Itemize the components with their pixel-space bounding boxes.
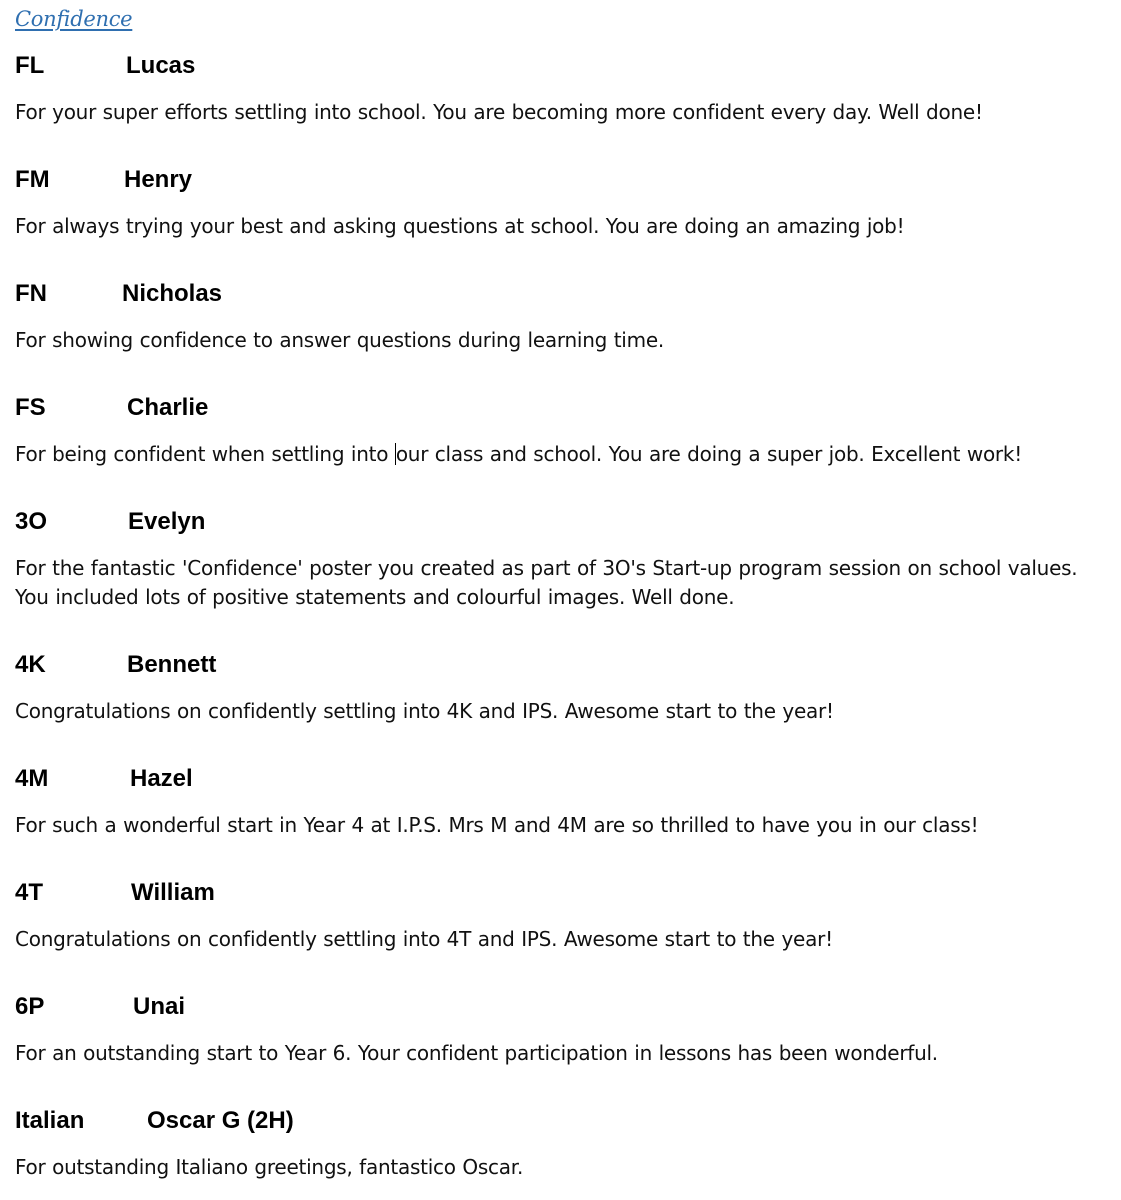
award-entry — [15, 993, 1110, 1068]
award-text: For an outstanding start to Year 6. Your confident participation in lessons has been wonderful. — [15, 1041, 938, 1065]
award-student-name: Charlie — [127, 394, 209, 421]
award-class: 4K — [15, 651, 46, 678]
award-class: FN — [15, 280, 47, 307]
award-student-name: Henry — [124, 166, 193, 193]
award-student-name: Evelyn — [128, 508, 206, 535]
award-class: FS — [15, 394, 46, 421]
section-title-link[interactable]: Confidence — [15, 7, 133, 31]
award-heading — [15, 879, 1110, 913]
award-text: For showing confidence to answer questions during learning time. — [15, 328, 665, 352]
award-heading — [15, 993, 1110, 1027]
award-entry — [15, 52, 1110, 127]
award-student-name: Oscar G (2H) — [147, 1107, 294, 1134]
award-class: 6P — [15, 993, 45, 1020]
award-class: 4T — [15, 879, 44, 906]
award-heading — [15, 280, 1110, 314]
award-entry — [15, 280, 1110, 355]
award-entry — [15, 651, 1110, 726]
award-text: Congratulations on confidently settling into 4T and IPS. Awesome start to the year! — [15, 927, 833, 951]
award-entry — [15, 394, 1110, 469]
award-text-part: our class and school. You are doing a super job. Excellent work! — [395, 442, 1023, 466]
award-heading — [15, 52, 1110, 86]
award-text: Congratulations on confidently settling into 4K and IPS. Awesome start to the year! — [15, 699, 834, 723]
award-heading — [15, 508, 1110, 542]
award-text: For such a wonderful start in Year 4 at I.P.S. Mrs M and 4M are so thrilled to have you in our class! — [15, 813, 979, 837]
award-heading — [15, 394, 1110, 428]
award-student-name: Nicholas — [122, 280, 223, 307]
award-class: FL — [15, 52, 45, 79]
award-student-name: Lucas — [126, 52, 196, 79]
award-text-part: For being confident when settling into — [15, 442, 395, 466]
award-heading — [15, 765, 1110, 799]
award-text[interactable] — [15, 440, 1110, 469]
award-entry — [15, 508, 1110, 612]
award-text: For always trying your best and asking questions at school. You are doing an amazing job! — [15, 214, 905, 238]
award-class: Italian — [15, 1107, 85, 1134]
award-text: For the fantastic 'Confidence' poster you created as part of 3O's Start-up program session on school values. You included lots of positive statements and colourful images. Well done. — [15, 556, 1078, 609]
award-entry — [15, 879, 1110, 954]
award-student-name: William — [131, 879, 215, 906]
award-text: For your super efforts settling into school. You are becoming more confident every day. Well done! — [15, 100, 983, 124]
award-student-name: Bennett — [127, 651, 217, 678]
award-entry — [15, 166, 1110, 241]
award-student-name: Unai — [133, 993, 186, 1020]
award-heading — [15, 1107, 1110, 1141]
award-class: 3O — [15, 508, 48, 535]
award-student-name: Hazel — [130, 765, 193, 792]
award-heading — [15, 166, 1110, 200]
award-text: For outstanding Italiano greetings, fantastico Oscar. — [15, 1155, 524, 1179]
award-class: FM — [15, 166, 50, 193]
award-entry — [15, 765, 1110, 840]
award-class: 4M — [15, 765, 49, 792]
award-heading — [15, 651, 1110, 685]
award-entry — [15, 1107, 1110, 1182]
